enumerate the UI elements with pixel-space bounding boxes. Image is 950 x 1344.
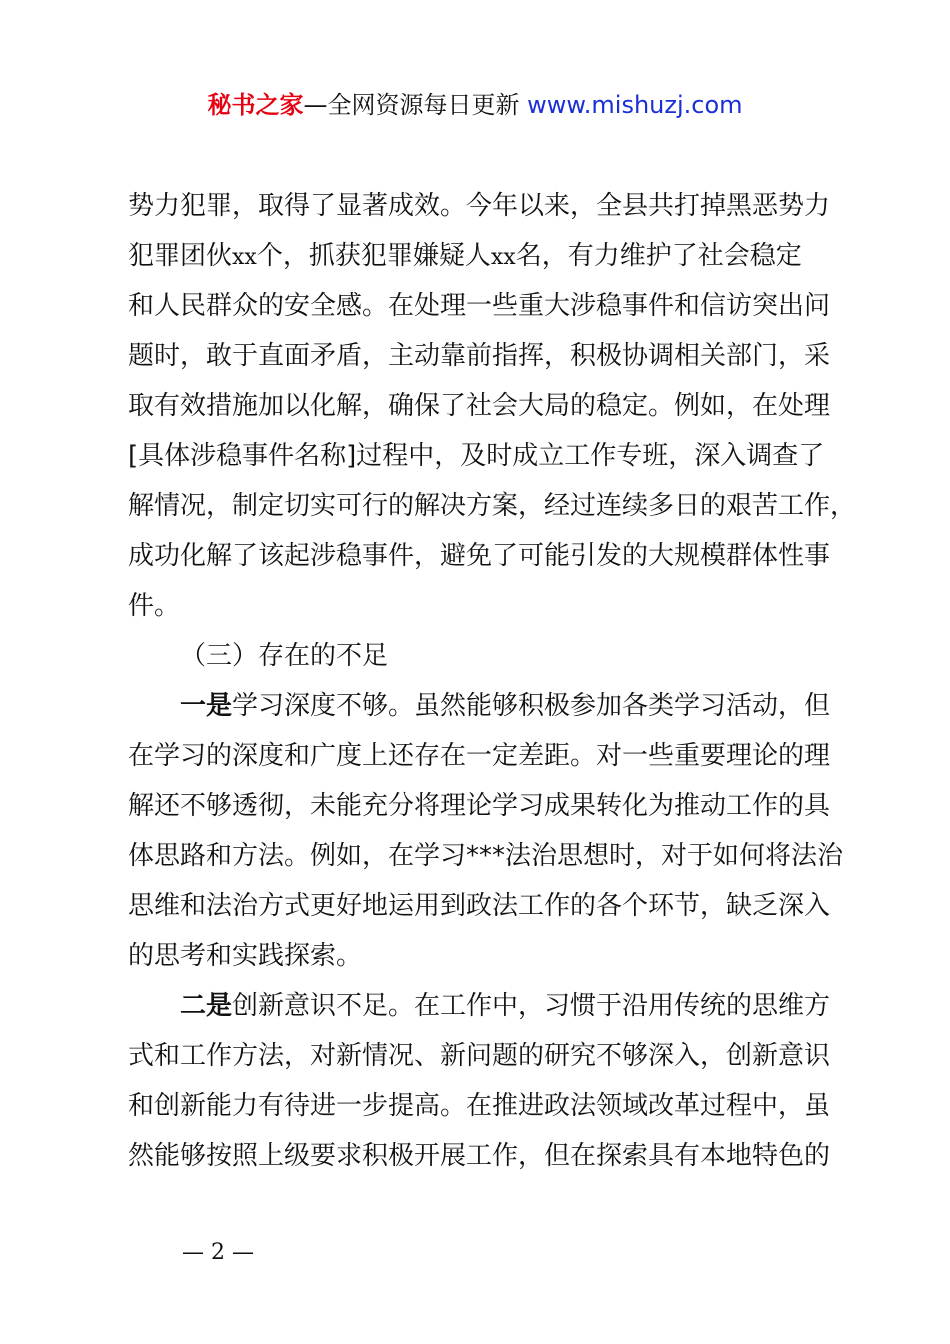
text-line: 的思考和实践探索。 xyxy=(128,941,363,971)
text-run: 犯罪团伙 xyxy=(128,241,233,271)
text-line: 和创新能力有待进一步提高。在推进政法领域改革过程中，虽 xyxy=(128,1091,831,1121)
text-line: 体思路和方法。例如，在学习***法治思想时，对于如何将法治 xyxy=(128,841,844,871)
text-line: [具体涉稳事件名称]过程中，及时成立工作专班，深入调查了 xyxy=(128,441,825,471)
site-brand: 秘书之家 xyxy=(207,91,304,119)
document-body xyxy=(128,181,857,1181)
text-run: 学习深度不够。虽然能够积极参加各类学习活动，但 xyxy=(232,691,831,721)
text-line: 在学习的深度和广度上还存在一定差距。对一些重要理论的理 xyxy=(128,741,831,771)
page-number: — 2 — xyxy=(182,1240,254,1265)
text-line: 思维和法治方式更好地运用到政法工作的各个环节，缺乏深入 xyxy=(128,891,831,921)
site-header xyxy=(0,88,950,122)
text-line: 解还不够透彻，未能充分将理论学习成果转化为推动工作的具 xyxy=(128,791,831,821)
text-line: 势力犯罪，取得了显著成效。今年以来，全县共打掉黑恶势力 xyxy=(128,191,831,221)
text-line: 解情况，制定切实可行的解决方案，经过连续多日的艰苦工作， xyxy=(128,491,857,521)
placeholder-count: xx xyxy=(490,245,516,270)
text-line: 件。 xyxy=(128,591,181,621)
text-run: 创新意识不足。在工作中，习惯于沿用传统的思维方 xyxy=(232,991,831,1021)
site-slogan: —全网资源每日更新 xyxy=(303,91,528,119)
text-line: 和人民群众的安全感。在处理一些重大涉稳事件和信访突出问 xyxy=(128,291,831,321)
section-heading: （三）存在的不足 xyxy=(180,641,389,671)
text-line xyxy=(128,231,853,281)
site-url[interactable]: www.mishuzj.com xyxy=(527,91,743,119)
text-line: 然能够按照上级要求积极开展工作，但在探索具有本地特色的 xyxy=(128,1141,831,1171)
text-line: 成功化解了该起涉稳事件，避免了可能引发的大规模群体性事 xyxy=(128,541,831,571)
text-run: 名，有力维护了社会稳定 xyxy=(515,241,802,271)
text-line: 式和工作方法，对新情况、新问题的研究不够深入，创新意识 xyxy=(128,1041,831,1071)
text-line: 题时，敢于直面矛盾，主动靠前指挥，积极协调相关部门，采 xyxy=(128,341,831,371)
text-line xyxy=(128,681,853,731)
text-line xyxy=(128,981,853,1031)
paragraph-lead: 一是 xyxy=(180,691,233,721)
paragraph-lead: 二是 xyxy=(180,991,233,1021)
placeholder-count: xx xyxy=(232,245,257,270)
text-line: 取有效措施加以化解，确保了社会大局的稳定。例如，在处理 xyxy=(128,391,831,421)
text-run: 个，抓获犯罪嫌疑人 xyxy=(256,241,491,271)
